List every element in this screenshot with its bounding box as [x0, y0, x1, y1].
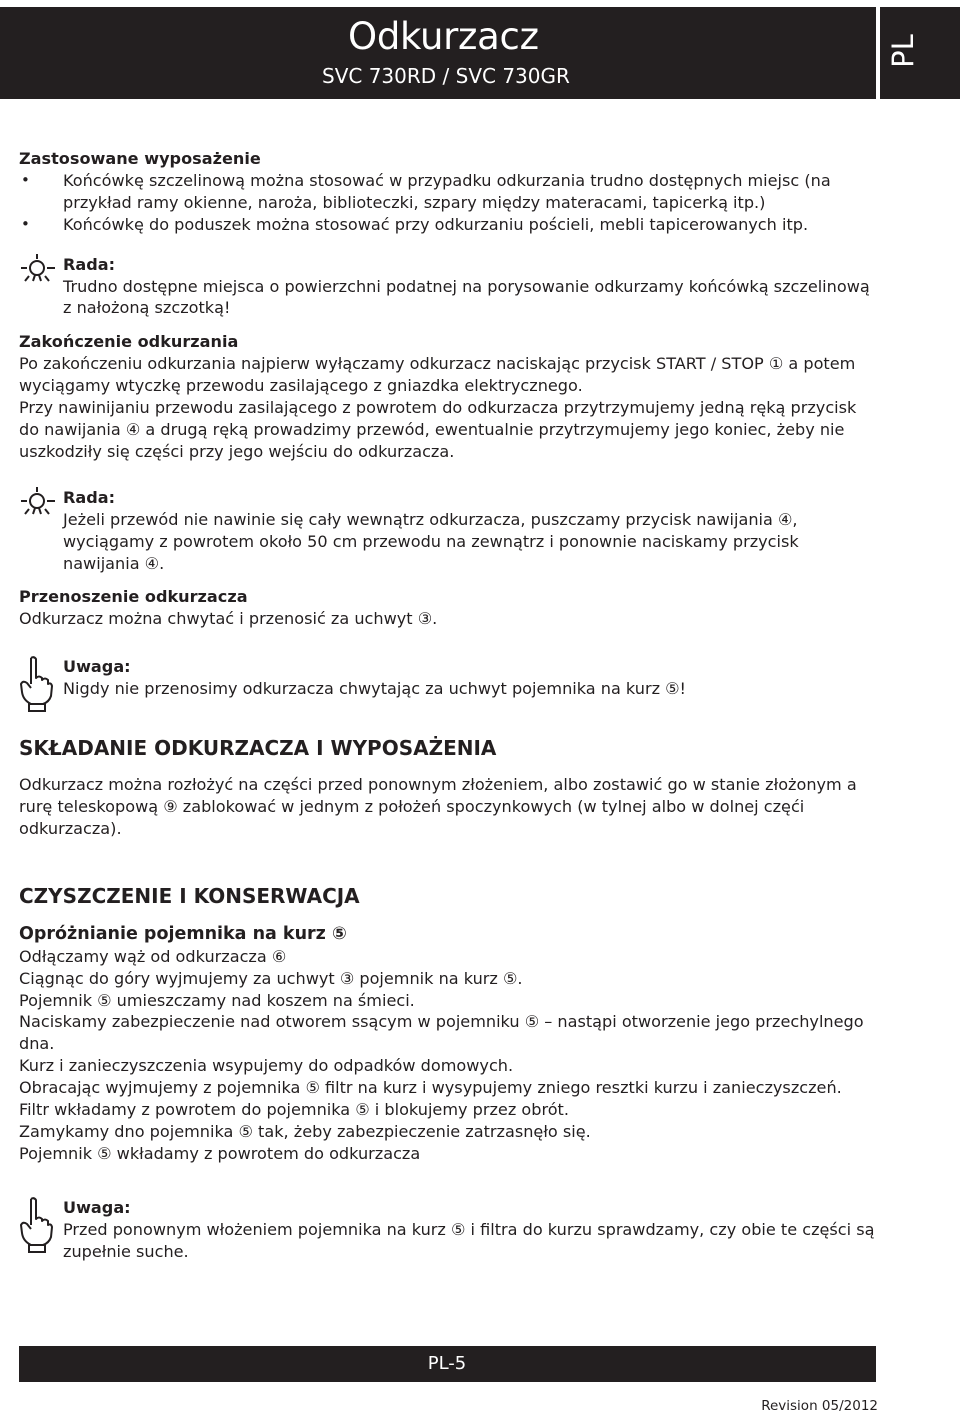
warning-label: Uwaga: — [63, 1197, 131, 1217]
equipment-list — [19, 170, 879, 236]
cleaning-step: Filtr wkładamy z powrotem do pojemnika ⑤ i blokujemy przez obrót. — [19, 1100, 569, 1120]
finish-paragraph-2: Przy nawinijaniu przewodu zasilającego z powrotem do odkurzacza przytrzymujemy jedną ręką przycisk do nawijania ④ a drugą ręką prowadzimy przewód, ewentualnie przytrzymujemy jego koniec, żeby nie uszkodziły się części przy jego wejściu do odkurzacza. — [19, 398, 857, 461]
cleaning-heading: CZYSZCZENIE I KONSERWACJA — [19, 883, 360, 908]
finish-paragraph-1: Po zakończeniu odkurzania najpierw wyłączamy odkurzacz naciskając przycisk START / STOP ① a potem wyciągamy wtyczkę przewodu zasilającego z gniazdka elektrycznego. — [19, 354, 856, 396]
cleaning-step: Odłączamy wąż od odkurzacza ⑥ — [19, 946, 287, 966]
carry-text: Odkurzacz można chwytać i przenosić za uchwyt ③. — [19, 609, 438, 629]
page-number: PL-5 — [427, 1353, 467, 1374]
finish-heading: Zakończenie odkurzania — [19, 332, 239, 352]
warning-text: Przed ponownym włożeniem pojemnika na kurz ⑤ i filtra do kurzu sprawdzamy, czy obie te części są zupełnie suche. — [63, 1219, 875, 1261]
carry-heading: Przenoszenie odkurzacza — [19, 587, 248, 607]
cleaning-step: Kurz i zanieczyszczenia wsypujemy do odpadków domowych. — [19, 1056, 514, 1076]
pointing-hand-warning-icon — [19, 656, 53, 712]
lightbulb-tip-icon — [19, 487, 61, 521]
cleaning-step: Naciskamy zabezpieczenie nad otworem ssącym w pojemniku ⑤ – nastąpi otworzenie jego przechylnego dna. — [19, 1012, 864, 1054]
revision-label: Revision 05/2012 — [761, 1398, 878, 1414]
pointing-hand-warning-icon — [19, 1197, 53, 1253]
cleaning-step: Zamykamy dno pojemnika ⑤ tak, żeby zabezpieczenie zatrzasnęło się. — [19, 1122, 591, 1141]
lightbulb-tip-icon — [19, 254, 61, 288]
tip-block — [19, 487, 879, 575]
equipment-heading: Zastosowane wyposażenie — [19, 149, 261, 168]
warning-text: Nigdy nie przenosimy odkurzacza chwytając za uchwyt pojemnika na kurz ⑤! — [63, 679, 687, 699]
tip-label: Rada: — [63, 254, 116, 274]
main-content — [19, 148, 879, 1263]
cleaning-step: Obracając wyjmujemy z pojemnika ⑤ filtr na kurz i wysypujemy zniego resztki kurzu i zanieczyszczeń. — [19, 1078, 842, 1098]
cleaning-step: Ciągnąc do góry wyjmujemy za uchwyt ③ pojemnik na kurz ⑤. — [19, 968, 523, 988]
tip-text: Jeżeli przewód nie nawinie się cały wewnątrz odkurzacza, puszczamy przycisk nawijania ④, wyciągamy z powrotem około 50 cm przewodu na zewnątrz i ponownie naciskamy przycisk nawijania ④. — [63, 509, 799, 573]
page-title: Odkurzacz — [348, 15, 539, 58]
list-item: • Końcówkę do poduszek można stosować przy odkurzaniu pościeli, mebli tapicerowanych itp. — [63, 214, 879, 236]
list-item: • Końcówkę szczelinową można stosować w przypadku odkurzania trudno dostępnych miejsc (na przykład ramy okienne, naroża, biblioteczki, szpary między materacami, tapicerką itp.) — [63, 170, 879, 214]
language-label: PL — [886, 34, 920, 68]
model-subtitle: SVC 730RD / SVC 730GR — [322, 64, 570, 88]
warning-block — [19, 1197, 879, 1263]
cleaning-step: Pojemnik ⑤ umieszczamy nad koszem na śmieci. — [19, 990, 415, 1010]
cleaning-step: Pojemnik ⑤ wkładamy z powrotem do odkurzacza — [19, 1143, 421, 1163]
assembly-text: Odkurzacz można rozłożyć na części przed ponownym złożeniem, albo zostawić go w stanie złożonym a rurę teleskopową ⑨ zablokować w jednym z położeń spoczynkowych (w tylnej albo w dolnej częći odkurzacza). — [19, 775, 857, 838]
warning-block — [19, 656, 879, 700]
tip-label: Rada: — [63, 487, 116, 507]
tip-text: Trudno dostępne miejsca o powierzchni podatnej na porysowanie odkurzamy końcówką szczelinową z nałożoną szczotką! — [63, 276, 870, 318]
assembly-heading: SKŁADANIE ODKURZACZA I WYPOSAŻENIA — [19, 736, 497, 761]
warning-label: Uwaga: — [63, 657, 131, 677]
cleaning-subheading: Opróżnianie pojemnika na kurz ⑤ — [19, 923, 347, 944]
tip-block — [19, 254, 879, 320]
